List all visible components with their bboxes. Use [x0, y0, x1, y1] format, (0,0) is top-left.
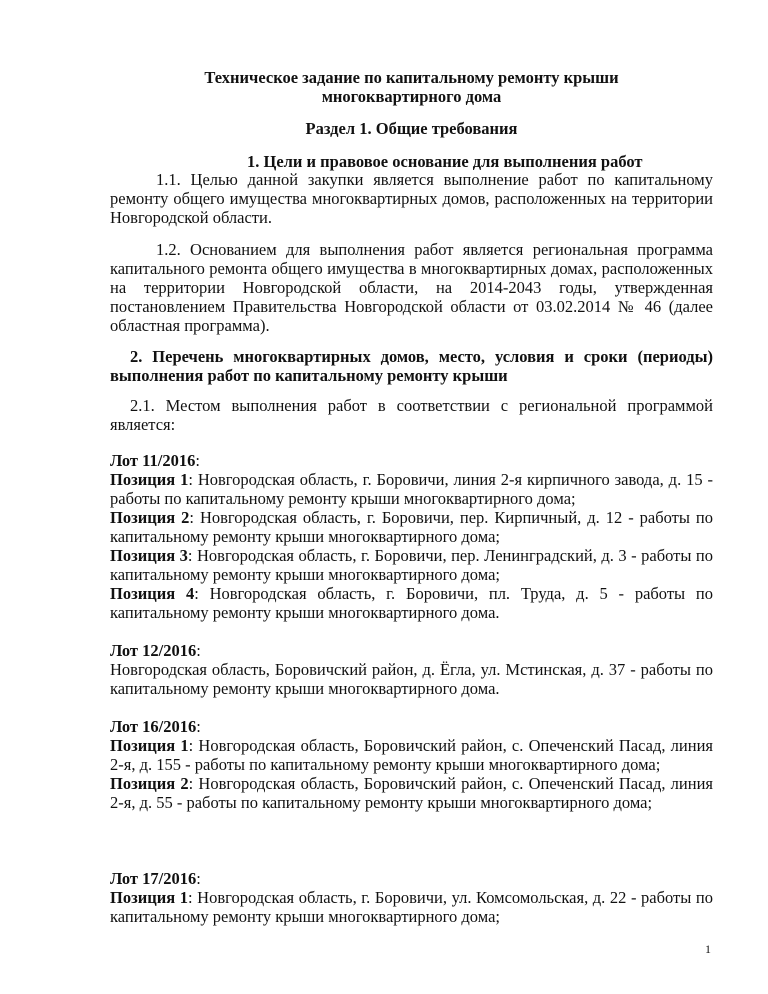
heading-1: 1. Цели и правовое основание для выполнения работ — [247, 152, 643, 171]
document-title — [110, 68, 713, 106]
lot-plain-text: Новгородская область, Боровичский район, д. Ёгла, ул. Мстинская, д. 37 - работы по капитальному ремонту крыши многоквартирного дома. — [110, 660, 713, 698]
position-item: Позиция 1: Новгородская область, г. Боровичи, ул. Комсомольская, д. 22 - работы по капитальному ремонту крыши многоквартирного дома; — [110, 888, 713, 926]
heading-2: 2. Перечень многоквартирных домов, место, условия и сроки (периоды) выполнения работ по капитальному ремонту крыши — [110, 347, 713, 385]
lot-title: Лот 17/2016 — [110, 869, 197, 888]
paragraph-1-2: 1.2. Основанием для выполнения работ является региональная программа капитального ремонта общего имущества в многоквартирных домах, расположенных на территории Новгородской области, на 2014-2043 годы, утвержденная постановлением Правительства Новгородской области от 03.02.2014 № 46 (далее областная программа). — [110, 240, 713, 335]
position-item: Позиция 1: Новгородская область, г. Боровичи, линия 2-я кирпичного завода, д. 15 - работы по капитальному ремонту крыши многоквартирного дома; — [110, 470, 713, 508]
position-item: Позиция 2: Новгородская область, г. Боровичи, пер. Кирпичный, д. 12 - работы по капитальному ремонту крыши многоквартирного дома; — [110, 508, 714, 546]
paragraph-2-1: 2.1. Местом выполнения работ в соответствии с региональной программой является: — [110, 396, 713, 434]
lot-title: Лот 16/2016 — [110, 717, 197, 736]
lot-title: Лот 12/2016 — [110, 641, 197, 660]
position-item: Позиция 4: Новгородская область, г. Боровичи, пл. Труда, д. 5 - работы по капитальному ремонту крыши многоквартирного дома. — [110, 584, 714, 622]
page-number: 1 — [705, 942, 711, 956]
lot-12: Лот 12/2016: Новгородская область, Боровичский район, д. Ёгла, ул. Мстинская, д. 37 - работы по капитальному ремонту крыши многоквартирного дома. — [110, 641, 713, 698]
position-item: Позиция 3: Новгородская область, г. Боровичи, пер. Ленинградский, д. 3 - работы по капитальному ремонту крыши многоквартирного дома; — [110, 546, 713, 584]
lot-17: Лот 17/2016: Позиция 1: Новгородская область, г. Боровичи, ул. Комсомольская, д. 22 - работы по капитальному ремонту крыши многоквартирного дома; — [110, 869, 713, 926]
lot-11: Лот 11/2016: Позиция 1: Новгородская область, г. Боровичи, линия 2-я кирпичного завода, д. 15 - работы по капитальному ремонту крыши многоквартирного дома; Позиция 2: Новгородская область, г. Боровичи, пер. Кирпичный, д. 12 - работы по капитальному ремонту крыши многоквартирного дома; Позиция 3: Новгородская область, г. Боровичи, пер. Ленинградский, д. 3 - работы по капитальному ремонту крыши многоквартирного дома; Позиция 4: Новгородская область, г. Боровичи, пл. Труда, д. 5 - работы по капитальному ремонту крыши многоквартирного дома. — [110, 451, 714, 622]
section-heading: Раздел 1. Общие требования — [305, 119, 518, 138]
lot-title: Лот 11/2016 — [110, 451, 196, 470]
lot-16: Лот 16/2016: Позиция 1: Новгородская область, Боровичский район, с. Опеченский Пасад, линия 2-я, д. 155 - работы по капитальному ремонту крыши многоквартирного дома; Позиция 2: Новгородская область, Боровичский район, с. Опеченский Пасад, линия 2-я, д. 55 - работы по капитальному ремонту крыши многоквартирного дома; — [110, 717, 714, 812]
paragraph-1-1: 1.1. Целью данной закупки является выполнение работ по капитальному ремонту общего имущества многоквартирных домов, расположенных на территории Новгородской области. — [110, 170, 713, 227]
title-line-1: Техническое задание по капитальному ремонту крыши — [204, 68, 619, 87]
position-item: Позиция 1: Новгородская область, Боровичский район, с. Опеченский Пасад, линия 2-я, д. 155 - работы по капитальному ремонту крыши многоквартирного дома; — [110, 736, 714, 774]
position-item: Позиция 2: Новгородская область, Боровичский район, с. Опеченский Пасад, линия 2-я, д. 55 - работы по капитальному ремонту крыши многоквартирного дома; — [110, 774, 714, 812]
title-line-2: многоквартирного дома — [321, 87, 502, 106]
